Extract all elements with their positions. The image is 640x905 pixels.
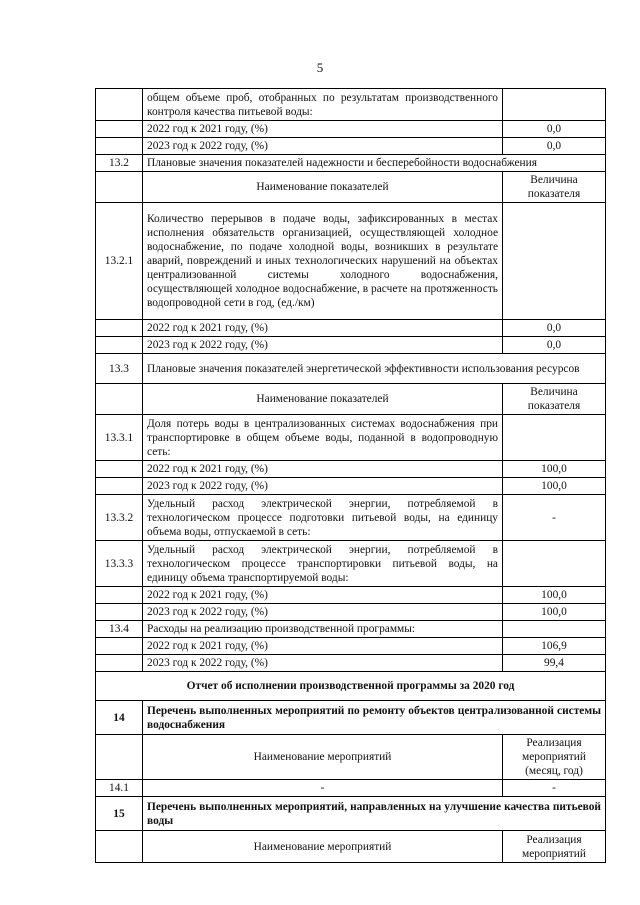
row-label: 2022 год к 2021 году, (%) — [143, 587, 503, 604]
table-row — [96, 638, 606, 655]
row-label: 2022 год к 2021 году, (%) — [143, 121, 503, 138]
row-value: 100,0 — [503, 587, 606, 604]
row-text: Количество перерывов в подаче воды, зафиксированных в местах исполнения обязательств организацией, осуществляющей холодное водоснабжение, по подаче холодной воды, возникших в результате аварий, повреждений и иных технологических нарушений на объектах централизованной системы холодного водоснабжения, осуществляющей холодное водоснабжение, в расчете на протяженность водопроводной сети в год, (ед./км) — [143, 203, 503, 320]
row-text: Доля потерь воды в централизованных системах водоснабжения при транспортировке в общем объеме воды, поданной в водопроводную сеть: — [143, 415, 503, 461]
row-value: - — [503, 495, 606, 541]
row-value: 0,0 — [503, 337, 606, 354]
section-number: 14 — [96, 701, 143, 735]
row-text: Расходы на реализацию производственной программы: — [143, 621, 503, 638]
header-name: Наименование мероприятий — [143, 735, 503, 780]
table-row — [96, 203, 606, 320]
section-number: 15 — [96, 797, 143, 831]
section-row — [96, 155, 606, 172]
row-value: 99,4 — [503, 655, 606, 672]
row-value: 0,0 — [503, 138, 606, 155]
section-number: 13.3 — [96, 354, 143, 384]
section-title: Перечень выполненных мероприятий, направленных на улучшение качества питьевой воды — [143, 797, 606, 831]
header-name: Наименование показателей — [143, 172, 503, 203]
table-row — [96, 461, 606, 478]
table-row — [96, 780, 606, 797]
header-row — [96, 831, 606, 863]
row-value: 106,9 — [503, 638, 606, 655]
header-value: Величина показателя — [503, 172, 606, 203]
table-row — [96, 655, 606, 672]
row-label: 2022 год к 2021 году, (%) — [143, 638, 503, 655]
row-value: 0,0 — [503, 320, 606, 337]
section-row — [96, 701, 606, 735]
row-label: 2022 год к 2021 году, (%) — [143, 320, 503, 337]
row-number: 13.3.3 — [96, 541, 143, 587]
header-row — [96, 384, 606, 415]
report-title: Отчет об исполнении производственной программы за 2020 год — [96, 672, 606, 701]
section-title: Плановые значения показателей надежности и бесперебойности водоснабжения — [143, 155, 606, 172]
row-label: 2022 год к 2021 году, (%) — [143, 461, 503, 478]
row-value: - — [503, 780, 606, 797]
row-number: 13.3.1 — [96, 415, 143, 461]
row-text: Удельный расход электрической энергии, потребляемой в технологическом процессе транспортировки питьевой воды, на единицу объема транспортируемой воды: — [143, 541, 503, 587]
row-text: Удельный расход электрической энергии, потребляемой в технологическом процессе подготовки питьевой воды, на единицу объема воды, отпускаемой в сеть: — [143, 495, 503, 541]
table-row — [96, 320, 606, 337]
header-value: Реализация мероприятий (месяц, год) — [503, 735, 606, 780]
row-number: 13.4 — [96, 621, 143, 638]
row-label: 2023 год к 2022 году, (%) — [143, 604, 503, 621]
row-label: 2023 год к 2022 году, (%) — [143, 655, 503, 672]
row-value: 100,0 — [503, 604, 606, 621]
header-name: Наименование показателей — [143, 384, 503, 415]
row-text: - — [143, 780, 503, 797]
row-value: 100,0 — [503, 478, 606, 495]
table-row — [96, 621, 606, 638]
row-label: 2023 год к 2022 году, (%) — [143, 138, 503, 155]
report-title-row — [96, 672, 606, 701]
header-value: Величина показателя — [503, 384, 606, 415]
row-number: 14.1 — [96, 780, 143, 797]
header-name: Наименование мероприятий — [143, 831, 503, 863]
header-row — [96, 172, 606, 203]
section-row — [96, 354, 606, 384]
row-text: общем объеме проб, отобранных по результатам производственного контроля качества питьевой воды: — [143, 89, 503, 121]
header-row — [96, 735, 606, 780]
row-value: 100,0 — [503, 461, 606, 478]
table-row — [96, 604, 606, 621]
row-label: 2023 год к 2022 году, (%) — [143, 478, 503, 495]
table-row — [96, 138, 606, 155]
section-title: Перечень выполненных мероприятий по ремонту объектов централизованной системы водоснабжения — [143, 701, 606, 735]
table-row — [96, 89, 606, 121]
row-value: 0,0 — [503, 121, 606, 138]
row-label: 2023 год к 2022 году, (%) — [143, 337, 503, 354]
table-row — [96, 337, 606, 354]
table-row — [96, 478, 606, 495]
table-row — [96, 587, 606, 604]
row-number: 13.3.2 — [96, 495, 143, 541]
table-row — [96, 495, 606, 541]
program-table — [95, 88, 606, 863]
table-row — [96, 415, 606, 461]
section-row — [96, 797, 606, 831]
section-number: 13.2 — [96, 155, 143, 172]
table-row — [96, 121, 606, 138]
table-row — [96, 541, 606, 587]
section-title: Плановые значения показателей энергетической эффективности использования ресурсов — [143, 354, 606, 384]
header-value: Реализация мероприятий — [503, 831, 606, 863]
row-number: 13.2.1 — [96, 203, 143, 320]
page-number: 5 — [316, 60, 324, 75]
